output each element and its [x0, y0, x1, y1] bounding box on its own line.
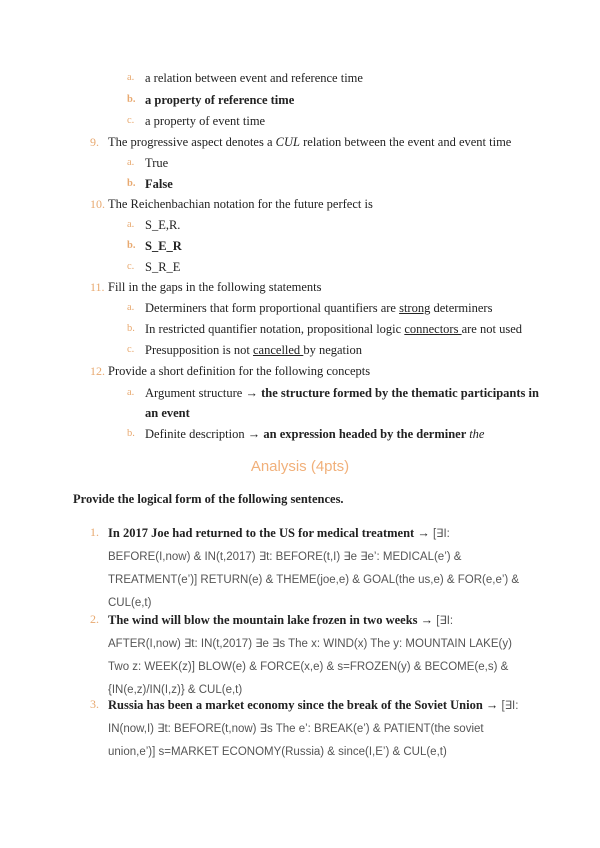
- option-text: S_R_E: [145, 260, 181, 274]
- analysis-item-2: The wind will blow the mountain lake frozen in two weeks → [∃I: AFTER(I,now) ∃t: IN(t,2017) ∃e ∃s The x: WIND(x) The y: MOUNTAIN LAKE(y) Two z: WEEK(z)] BLOW(e) & FORCE(x,e) & s=FROZEN(y) & BECOME(e,s) & {IN(e,z)/IN(I,z)} & CUL(e,t): [108, 613, 512, 696]
- analysis-item-3: Russia has been a market economy since the break of the Soviet Union → [∃I: IN(now,I) ∃t: BEFORE(t,now) ∃s The e’: BREAK(e’) & PATIENT(the soviet union,e’)] s=MARKET ECONOMY(Russia) & since(I,E’) & CUL(e,t): [108, 698, 519, 758]
- statement-text: Presupposition is not cancelled by negation: [145, 343, 362, 357]
- question-number: 10.: [90, 197, 105, 211]
- concept-text-cont: an event: [145, 406, 190, 420]
- question-text: The Reichenbachian notation for the future perfect is: [108, 197, 373, 211]
- option-letter: a.: [127, 72, 135, 83]
- concept-text: Definite description → an expression headed by the derminer the: [145, 427, 485, 441]
- option-letter: a.: [127, 387, 135, 398]
- gap-answer: strong: [399, 301, 431, 315]
- logical-form: [∃I: IN(now,I) ∃t: BEFORE(t,now) ∃s The e’: BREAK(e’) & PATIENT(the soviet union,e’)] s=MARKET ECONOMY(Russia) & since(I,E’) & CUL(e,t): [108, 700, 519, 758]
- analysis-item-1: In 2017 Joe had returned to the US for medical treatment → [∃I: BEFORE(I,now) & IN(t,2017) ∃t: BEFORE(t,I) ∃e ∃e’: MEDICAL(e’) & TREATMENT(e’)] RETURN(e) & THEME(joe,e) & GOAL(the us,e) & FOR(e,e’) & CUL(e,t): [108, 526, 520, 609]
- option-letter: b.: [127, 178, 136, 189]
- analysis-item-number: 2.: [90, 612, 99, 626]
- option-text: True: [145, 156, 169, 170]
- logical-form: [∃I: AFTER(I,now) ∃t: IN(t,2017) ∃e ∃s The x: WIND(x) The y: MOUNTAIN LAKE(y) Two z: WEEK(z)] BLOW(e) & FORCE(x,e) & s=FROZEN(y) & BECOME(e,s) & {IN(e,z)/IN(I,z)} & CUL(e,t): [108, 615, 512, 696]
- option-text: S_E_R: [145, 239, 182, 253]
- statement-text: Determiners that form proportional quantifiers are strong determiners: [145, 301, 493, 315]
- option-letter: b.: [127, 240, 136, 251]
- section-heading: Analysis (4pts): [250, 458, 350, 475]
- question-number: 12.: [90, 364, 105, 378]
- option-letter: a.: [127, 302, 135, 313]
- option-text: a property of event time: [145, 114, 266, 128]
- concept-text: Argument structure → the structure formed by the thematic participants in: [145, 386, 539, 400]
- option-text: S_E,R.: [145, 218, 181, 232]
- option-text: False: [145, 177, 173, 191]
- option-letter: c.: [127, 261, 135, 272]
- question-number: 9.: [90, 135, 99, 149]
- option-letter: b.: [127, 323, 135, 334]
- question-number: 11.: [90, 280, 105, 294]
- option-text: a property of reference time: [145, 93, 295, 107]
- sentence: In 2017 Joe had returned to the US for medical treatment: [108, 526, 415, 540]
- option-letter: c.: [127, 344, 135, 355]
- question-text: The progressive aspect denotes a CUL relation between the event and event time: [108, 135, 512, 149]
- statement-text: In restricted quantifier notation, propositional logic connectors are not used: [145, 322, 522, 336]
- question-text: Fill in the gaps in the following statements: [108, 280, 322, 294]
- option-letter: a.: [127, 157, 135, 168]
- option-letter: c.: [127, 115, 135, 126]
- logical-form: [∃I: BEFORE(I,now) & IN(t,2017) ∃t: BEFORE(t,I) ∃e ∃e’: MEDICAL(e’) & TREATMENT(e’)] RETURN(e) & THEME(joe,e) & GOAL(the us,e) & FOR(e,e’) & CUL(e,t): [108, 528, 520, 609]
- analysis-item-number: 1.: [90, 525, 99, 539]
- section-instruction: Provide the logical form of the following sentences.: [73, 492, 344, 506]
- option-letter: a.: [127, 219, 135, 230]
- gap-answer: cancelled: [253, 343, 304, 357]
- option-letter: b.: [127, 94, 136, 105]
- analysis-item-number: 3.: [90, 697, 99, 711]
- option-text: a relation between event and reference time: [145, 71, 363, 85]
- sentence: Russia has been a market economy since the break of the Soviet Union: [108, 698, 483, 712]
- option-letter: b.: [127, 428, 135, 439]
- sentence: The wind will blow the mountain lake frozen in two weeks: [108, 613, 418, 627]
- gap-answer: connectors: [404, 322, 462, 336]
- question-text: Provide a short definition for the following concepts: [108, 364, 371, 378]
